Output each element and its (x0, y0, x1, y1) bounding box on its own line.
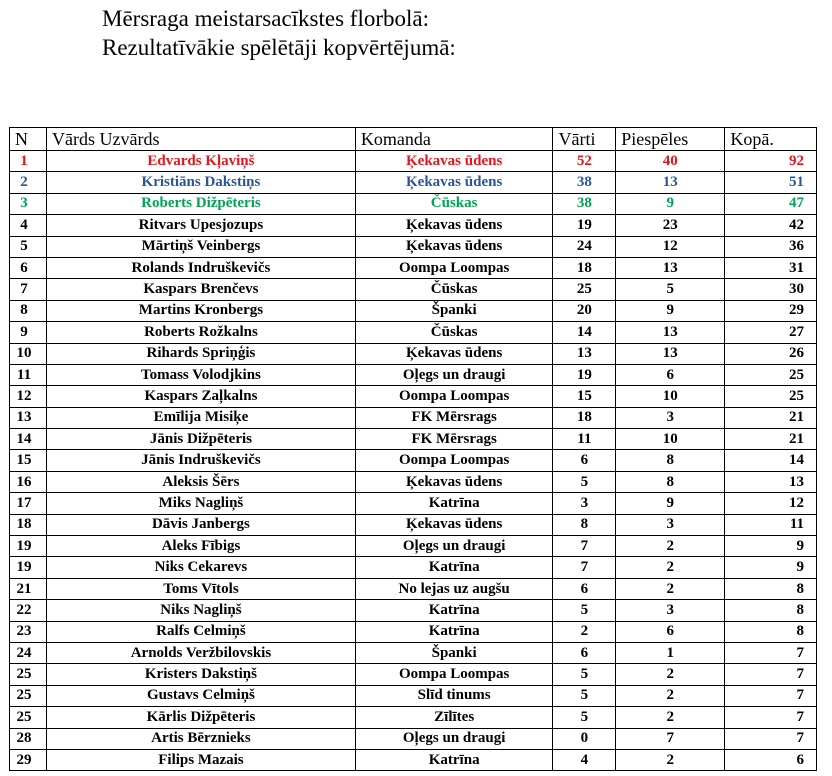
table-row (10, 215, 817, 236)
row-total: 25 (725, 386, 817, 407)
row-team: Zīlītes (355, 707, 553, 728)
table-row (10, 322, 817, 343)
row-assists: 8 (616, 471, 725, 492)
row-assists: 3 (616, 407, 725, 428)
row-rank: 22 (10, 600, 47, 621)
row-assists: 2 (616, 536, 725, 557)
row-team: Ķekavas ūdens (355, 236, 553, 257)
row-goals: 5 (553, 664, 616, 685)
row-rank: 2 (10, 172, 47, 193)
table-row (10, 429, 817, 450)
row-rank: 19 (10, 557, 47, 578)
row-total: 8 (725, 621, 817, 642)
row-goals: 15 (553, 386, 616, 407)
row-assists: 10 (616, 386, 725, 407)
row-goals: 4 (553, 749, 616, 770)
row-team: Oompa Loompas (355, 386, 553, 407)
row-team: Katrīna (355, 600, 553, 621)
row-rank: 18 (10, 514, 47, 535)
table-row (10, 493, 817, 514)
row-team: Katrīna (355, 557, 553, 578)
row-goals: 18 (553, 407, 616, 428)
row-goals: 5 (553, 600, 616, 621)
row-goals: 7 (553, 536, 616, 557)
row-goals: 52 (553, 151, 616, 172)
table-row (10, 364, 817, 385)
row-assists: 13 (616, 172, 725, 193)
row-goals: 6 (553, 578, 616, 599)
table-row (10, 664, 817, 685)
row-name: Kaspars Zaļkalns (47, 386, 356, 407)
row-team: Ķekavas ūdens (355, 471, 553, 492)
row-assists: 10 (616, 429, 725, 450)
row-total: 31 (725, 257, 817, 278)
table-row (10, 514, 817, 535)
row-goals: 5 (553, 685, 616, 706)
row-team: Katrīna (355, 493, 553, 514)
row-total: 9 (725, 536, 817, 557)
row-rank: 23 (10, 621, 47, 642)
row-total: 21 (725, 429, 817, 450)
row-rank: 16 (10, 471, 47, 492)
row-rank: 10 (10, 343, 47, 364)
row-rank: 29 (10, 749, 47, 770)
header-assists: Piespēles (616, 128, 725, 151)
row-name: Artis Bērznieks (47, 728, 356, 749)
table-row (10, 172, 817, 193)
table-header-row (10, 128, 817, 151)
row-assists: 9 (616, 193, 725, 214)
row-goals: 8 (553, 514, 616, 535)
row-total: 25 (725, 364, 817, 385)
row-team: Čūskas (355, 193, 553, 214)
table-row (10, 728, 817, 749)
row-rank: 25 (10, 664, 47, 685)
row-team: Španki (355, 300, 553, 321)
row-assists: 3 (616, 600, 725, 621)
row-assists: 2 (616, 749, 725, 770)
table-row (10, 600, 817, 621)
row-assists: 40 (616, 151, 725, 172)
row-assists: 3 (616, 514, 725, 535)
title-line-1: Mērsraga meistarsacīkstes florbolā: (102, 6, 429, 31)
row-rank: 15 (10, 450, 47, 471)
row-rank: 24 (10, 642, 47, 663)
row-name: Niks Nagliņš (47, 600, 356, 621)
table-row (10, 151, 817, 172)
row-assists: 23 (616, 215, 725, 236)
row-name: Kārlis Dižpēteris (47, 707, 356, 728)
table-row (10, 536, 817, 557)
row-team: Oompa Loompas (355, 450, 553, 471)
header-n: N (10, 128, 47, 151)
row-name: Jānis Dižpēteris (47, 429, 356, 450)
row-goals: 2 (553, 621, 616, 642)
row-assists: 9 (616, 493, 725, 514)
row-team: Ķekavas ūdens (355, 151, 553, 172)
row-team: Ķekavas ūdens (355, 343, 553, 364)
row-goals: 20 (553, 300, 616, 321)
row-goals: 11 (553, 429, 616, 450)
table-row (10, 621, 817, 642)
row-total: 7 (725, 642, 817, 663)
row-goals: 38 (553, 172, 616, 193)
row-assists: 6 (616, 364, 725, 385)
row-total: 7 (725, 707, 817, 728)
row-team: Oompa Loompas (355, 664, 553, 685)
row-team: Oļegs un draugi (355, 536, 553, 557)
row-goals: 0 (553, 728, 616, 749)
row-team: No lejas uz augšu (355, 578, 553, 599)
row-team: FK Mērsrags (355, 407, 553, 428)
row-rank: 6 (10, 257, 47, 278)
row-team: Oompa Loompas (355, 257, 553, 278)
row-goals: 38 (553, 193, 616, 214)
row-team: Katrīna (355, 749, 553, 770)
row-rank: 4 (10, 215, 47, 236)
table-row (10, 193, 817, 214)
row-team: Katrīna (355, 621, 553, 642)
row-team: Oļegs un draugi (355, 728, 553, 749)
row-rank: 1 (10, 151, 47, 172)
header-goals: Vārti (553, 128, 616, 151)
table-row (10, 707, 817, 728)
row-team: Čūskas (355, 322, 553, 343)
row-rank: 5 (10, 236, 47, 257)
row-assists: 2 (616, 685, 725, 706)
row-goals: 6 (553, 642, 616, 663)
row-goals: 25 (553, 279, 616, 300)
table-row (10, 557, 817, 578)
table-row (10, 343, 817, 364)
row-assists: 13 (616, 343, 725, 364)
row-goals: 7 (553, 557, 616, 578)
row-rank: 9 (10, 322, 47, 343)
row-team: Ķekavas ūdens (355, 172, 553, 193)
table-row (10, 471, 817, 492)
row-name: Filips Mazais (47, 749, 356, 770)
table-body (10, 151, 817, 771)
row-total: 14 (725, 450, 817, 471)
row-total: 6 (725, 749, 817, 770)
row-assists: 2 (616, 707, 725, 728)
row-goals: 19 (553, 364, 616, 385)
row-assists: 6 (616, 621, 725, 642)
row-name: Mārtiņš Veinbergs (47, 236, 356, 257)
row-total: 8 (725, 578, 817, 599)
row-name: Ritvars Upesjozups (47, 215, 356, 236)
row-name: Arnolds Veržbilovskis (47, 642, 356, 663)
table-row (10, 386, 817, 407)
row-assists: 7 (616, 728, 725, 749)
row-assists: 2 (616, 664, 725, 685)
table-row (10, 279, 817, 300)
row-goals: 6 (553, 450, 616, 471)
row-name: Tomass Volodjkins (47, 364, 356, 385)
row-name: Kristiāns Dakstiņs (47, 172, 356, 193)
row-total: 7 (725, 685, 817, 706)
row-name: Rolands Indruškevičs (47, 257, 356, 278)
row-rank: 7 (10, 279, 47, 300)
row-assists: 12 (616, 236, 725, 257)
table-row (10, 749, 817, 770)
row-rank: 25 (10, 707, 47, 728)
row-rank: 12 (10, 386, 47, 407)
row-rank: 14 (10, 429, 47, 450)
row-team: Španki (355, 642, 553, 663)
row-name: Ralfs Celmiņš (47, 621, 356, 642)
row-assists: 9 (616, 300, 725, 321)
row-name: Aleks Fībigs (47, 536, 356, 557)
row-rank: 3 (10, 193, 47, 214)
row-total: 42 (725, 215, 817, 236)
row-total: 7 (725, 664, 817, 685)
row-name: Edvards Kļaviņš (47, 151, 356, 172)
row-name: Miks Nagliņš (47, 493, 356, 514)
row-name: Roberts Rožkalns (47, 322, 356, 343)
row-name: Emīlija Misiķe (47, 407, 356, 428)
row-goals: 19 (553, 215, 616, 236)
header-name: Vārds Uzvārds (47, 128, 356, 151)
row-goals: 18 (553, 257, 616, 278)
row-name: Aleksis Šērs (47, 471, 356, 492)
row-rank: 11 (10, 364, 47, 385)
title-line-2: Rezultatīvākie spēlētāji kopvērtējumā: (102, 35, 456, 60)
table-row (10, 257, 817, 278)
row-rank: 21 (10, 578, 47, 599)
row-total: 27 (725, 322, 817, 343)
row-name: Rihards Spriņģis (47, 343, 356, 364)
row-assists: 5 (616, 279, 725, 300)
row-goals: 5 (553, 707, 616, 728)
table-row (10, 236, 817, 257)
row-rank: 25 (10, 685, 47, 706)
row-name: Roberts Dižpēteris (47, 193, 356, 214)
row-goals: 5 (553, 471, 616, 492)
scorers-table (9, 127, 817, 771)
row-rank: 8 (10, 300, 47, 321)
row-name: Kaspars Brenčevs (47, 279, 356, 300)
row-total: 92 (725, 151, 817, 172)
row-name: Jānis Indruškevičs (47, 450, 356, 471)
row-rank: 28 (10, 728, 47, 749)
row-rank: 17 (10, 493, 47, 514)
row-rank: 19 (10, 536, 47, 557)
table-row (10, 450, 817, 471)
row-team: Ķekavas ūdens (355, 514, 553, 535)
row-name: Martins Kronbergs (47, 300, 356, 321)
row-total: 21 (725, 407, 817, 428)
row-assists: 1 (616, 642, 725, 663)
row-rank: 13 (10, 407, 47, 428)
row-team: Oļegs un draugi (355, 364, 553, 385)
row-total: 29 (725, 300, 817, 321)
table-row (10, 685, 817, 706)
row-team: Čūskas (355, 279, 553, 300)
row-total: 8 (725, 600, 817, 621)
row-total: 51 (725, 172, 817, 193)
header-team: Komanda (355, 128, 553, 151)
row-goals: 3 (553, 493, 616, 514)
header-total: Kopā. (725, 128, 817, 151)
row-goals: 13 (553, 343, 616, 364)
row-team: Slīd tinums (355, 685, 553, 706)
row-total: 47 (725, 193, 817, 214)
row-team: FK Mērsrags (355, 429, 553, 450)
row-total: 36 (725, 236, 817, 257)
row-total: 9 (725, 557, 817, 578)
table-row (10, 300, 817, 321)
table-row (10, 642, 817, 663)
row-total: 30 (725, 279, 817, 300)
row-name: Toms Vītols (47, 578, 356, 599)
row-total: 26 (725, 343, 817, 364)
row-name: Kristers Dakstiņš (47, 664, 356, 685)
row-team: Ķekavas ūdens (355, 215, 553, 236)
row-assists: 13 (616, 257, 725, 278)
page-title (102, 4, 456, 62)
table-row (10, 578, 817, 599)
row-name: Dāvis Janbergs (47, 514, 356, 535)
row-name: Gustavs Celmiņš (47, 685, 356, 706)
row-total: 11 (725, 514, 817, 535)
row-total: 7 (725, 728, 817, 749)
row-goals: 14 (553, 322, 616, 343)
row-goals: 24 (553, 236, 616, 257)
row-total: 13 (725, 471, 817, 492)
row-total: 12 (725, 493, 817, 514)
row-name: Niks Cekarevs (47, 557, 356, 578)
row-assists: 8 (616, 450, 725, 471)
row-assists: 2 (616, 578, 725, 599)
row-assists: 13 (616, 322, 725, 343)
table-row (10, 407, 817, 428)
row-assists: 2 (616, 557, 725, 578)
